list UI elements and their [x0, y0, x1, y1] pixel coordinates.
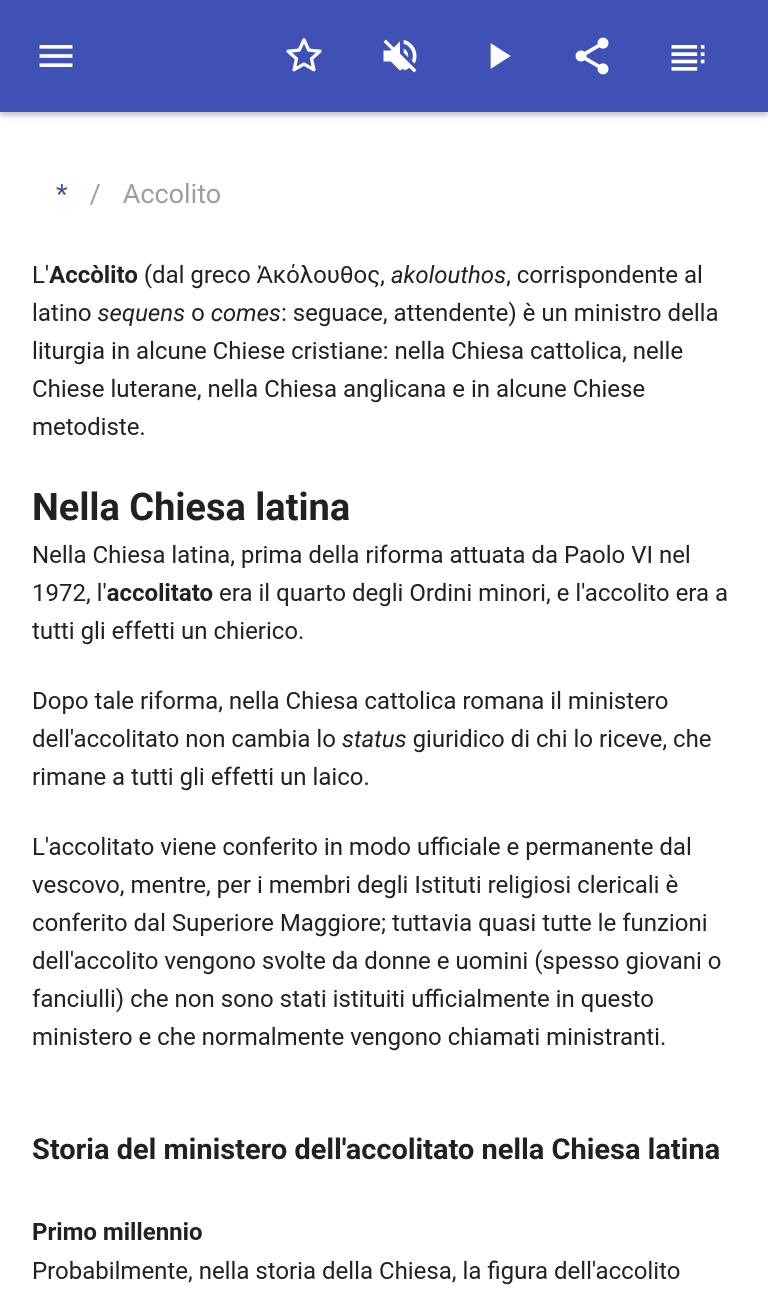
breadcrumb-separator: /: [89, 178, 101, 210]
app-toolbar: [0, 0, 768, 112]
bookmark-button[interactable]: [276, 28, 332, 84]
section1-paragraph-1: Nella Chiesa latina, prima della riforma attuata da Paolo VI nel 1972, l'accolitato era il quarto degli Ordini minori, e l'accolito era a tutti gli effetti un chierico.: [32, 541, 729, 645]
subsection-heading-primo-millennio: Primo millennio: [32, 1218, 203, 1246]
breadcrumb: [56, 178, 221, 210]
menu-icon: [34, 34, 78, 78]
menu-button[interactable]: [28, 28, 84, 84]
toc-icon: [666, 34, 710, 78]
term-accolito: Accòlito: [49, 261, 138, 289]
breadcrumb-current: Accolito: [122, 178, 222, 210]
star-icon: [282, 34, 326, 78]
section-heading-chiesa-latina: Nella Chiesa latina: [32, 486, 351, 530]
share-icon: [570, 34, 614, 78]
volume-off-icon: [378, 34, 422, 78]
section-heading-storia: Storia del ministero dell'accolitato nella Chiesa latina: [32, 1133, 721, 1167]
section1-paragraph-3: L'accolitato viene conferito in modo ufficiale e permanente dal vescovo, mentre, per i membri degli Istituti religiosi clericali è conferito dal Superiore Maggiore; tuttavia quasi tutte le funzioni dell'accolito vengono svolte da donne e uomini (spesso giovani o fanciulli) che non sono stati istituiti ufficialmente in questo ministero e che normalmente vengono chiamati ministranti.: [32, 833, 722, 1051]
breadcrumb-home-link[interactable]: *: [56, 178, 68, 210]
mute-button[interactable]: [372, 28, 428, 84]
section2-paragraph-1: Probabilmente, nella storia della Chiesa, la figura dell'accolito: [32, 1257, 681, 1285]
section1-paragraph-2: Dopo tale riforma, nella Chiesa cattolica romana il ministero dell'accolitato non cambia lo status giuridico di chi lo riceve, che rimane a tutti gli effetti un laico.: [32, 687, 712, 791]
contents-button[interactable]: [660, 28, 716, 84]
intro-paragraph: L'Accòlito (dal greco Ἀκόλουθος, akolouthos, corrispondente al latino sequens o comes: seguace, attendente) è un ministro della liturgia in alcune Chiese cristiane: nella Chiesa cattolica, nelle Chiese luterane, nella Chiesa anglicana e in alcune Chiese metodiste.: [32, 261, 719, 441]
share-button[interactable]: [564, 28, 620, 84]
play-button[interactable]: [470, 28, 526, 84]
play-icon: [476, 34, 520, 78]
